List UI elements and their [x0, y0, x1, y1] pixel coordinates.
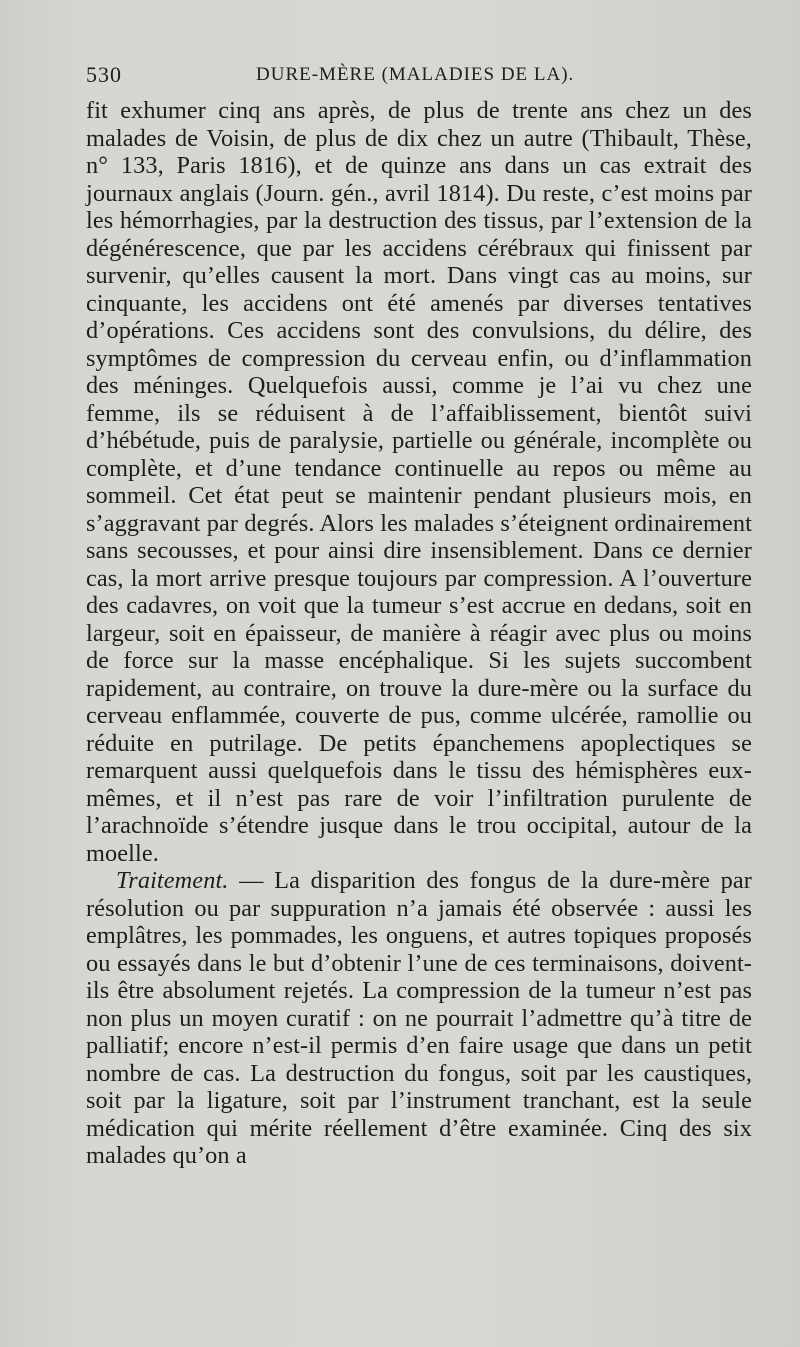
running-title: DURE-MÈRE (MALADIES DE LA). — [256, 64, 575, 85]
section-title-traitement: Traitement. — [116, 867, 229, 894]
paragraph-treatment — [86, 867, 752, 1170]
page-number: 530 — [86, 62, 122, 87]
paragraph-continuation: fit exhumer cinq ans après, de plus de trente ans chez un des malades de Voisin, de plus de dix chez un autre (Thibault, Thèse, n° 133, Paris 1816), et de quinze ans dans un cas extrait des journaux anglais (Journ. gén., avril 1814). Du reste, c’est moins par les hémorrhagies, par la destruction des tissus, par l’extension de la dégénérescence, que par les accidens cérébraux qui finissent par survenir, qu’elles causent la mort. Dans vingt cas au moins, sur cinquante, les accidens ont été amenés par diverses tentatives d’opérations. Ces accidens sont des convulsions, du délire, des symptômes de compression du cerveau enfin, ou d’inflammation des méninges. Quelquefois aussi, comme je l’ai vu chez une femme, ils se réduisent à de l’affaiblissement, bientôt suivi d’hébétude, puis de paralysie, partielle ou générale, incomplète ou complète, et d’une tendance continuelle au repos ou même au sommeil. Cet état peut se maintenir pendant plusieurs mois, en s’aggravant par degrés. Alors les malades s’éteignent ordinairement sans secousses, et pour ainsi dire insensiblement. Dans ce dernier cas, la mort arrive presque toujours par compression. A l’ouverture des cadavres, on voit que la tumeur s’est accrue en dedans, soit en largeur, soit en épaisseur, de manière à réagir avec plus ou moins de force sur la masse encéphalique. Si les sujets succombent rapidement, au contraire, on trouve la dure-mère ou la surface du cerveau enflammée, couverte de pus, comme ulcérée, ramollie ou réduite en putrilage. De petits épanchemens apoplectiques se remarquent aussi quelquefois dans le tissu des hémisphères eux-mêmes, et il n’est pas rare de voir l’infiltration purulente de l’arachnoïde s’étendre jusque dans le trou occipital, autour de la moelle. — [86, 97, 752, 867]
page-header — [86, 62, 746, 92]
page-body — [86, 97, 752, 1170]
paragraph-treatment-text: — La disparition des fongus de la dure-mère par résolution ou par suppuration n’a jamais été observée : aussi les emplâtres, les pommades, les onguens, et autres topiques proposés ou essayés dans le but d’obtenir l’une de ces terminaisons, doivent-ils être absolument rejetés. La compression de la tumeur n’est pas non plus un moyen curatif : on ne pourrait l’admettre qu’à titre de palliatif; encore n’est-il permis d’en faire usage que dans un petit nombre de cas. La destruction du fongus, soit par les caustiques, soit par la ligature, soit par l’instrument tranchant, est la seule médication qui mérite réellement d’être examinée. Cinq des six malades qu’on a — [86, 867, 752, 1169]
